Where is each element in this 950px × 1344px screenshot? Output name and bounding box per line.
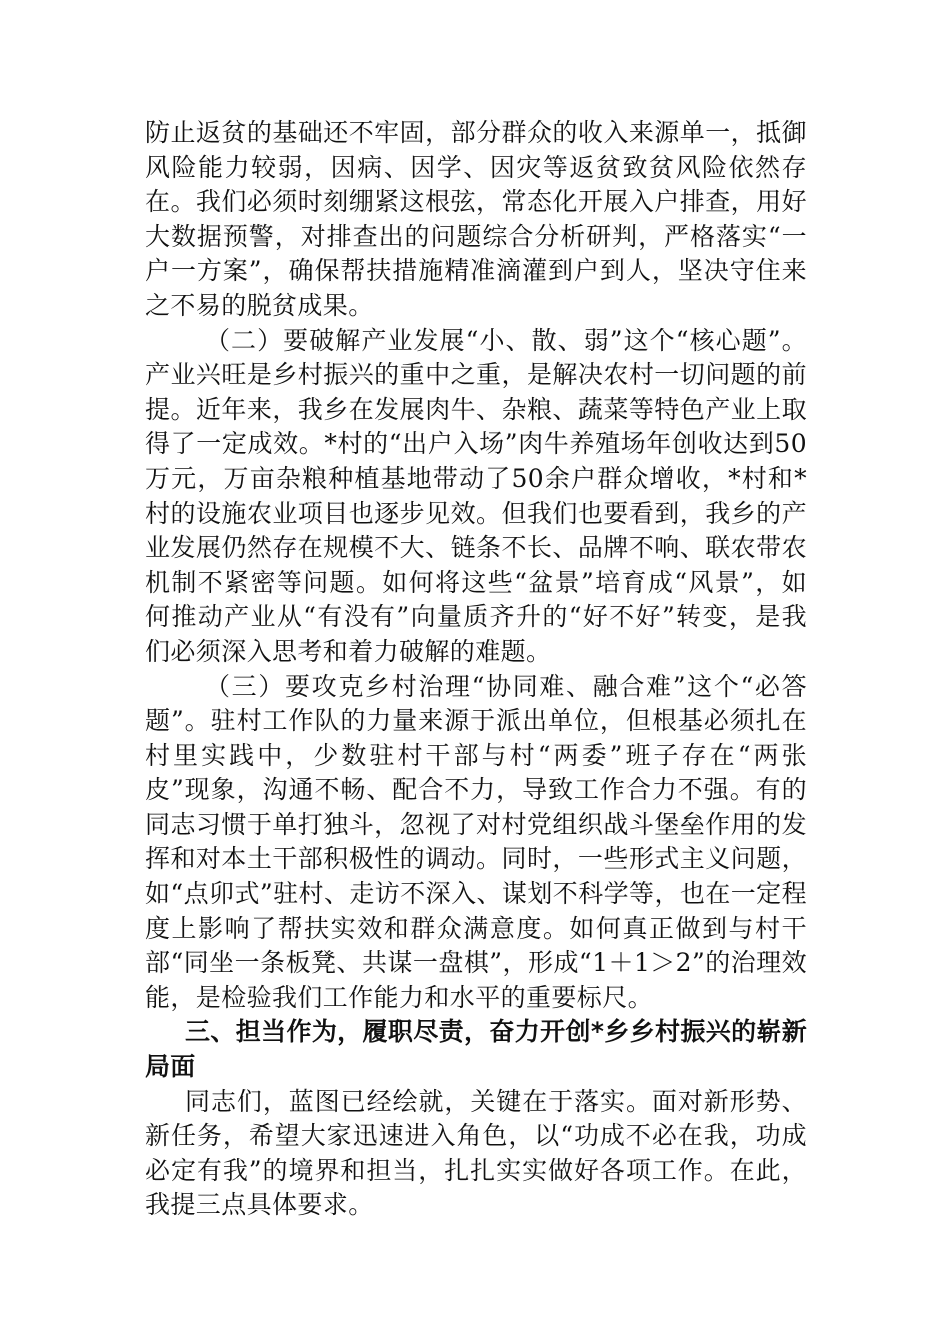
paragraph-requirements-intro: 同志们，蓝图已经绘就，关键在于落实。面对新形势、新任务，希望大家迅速进入角色，以“功成不必在我，功成必定有我”的境界和担当，扎扎实实做好各项工作。在此，我提三点具体要求。 — [145, 1086, 807, 1220]
document-body — [145, 116, 807, 1223]
paragraph-poverty-prevention: 防止返贫的基础还不牢固，部分群众的收入来源单一，抵御风险能力较弱，因病、因学、因灾等返贫致贫风险依然存在。我们必须时刻绷紧这根弦，常态化开展入户排查，用好大数据预警，对排查出的问题综合分析研判，严格落实“一户一方案”，确保帮扶措施精准滴灌到户到人，坚决守住来之不易的脱贫成果。 — [145, 118, 807, 320]
section-heading-three: 三、担当作为，履职尽责，奋力开创*乡乡村振兴的崭新局面 — [145, 1017, 807, 1082]
paragraph-industry-development: （二）要破解产业发展“小、散、弱”这个“核心题”。产业兴旺是乡村振兴的重中之重，是解决农村一切问题的前提。近年来，我乡在发展肉牛、杂粮、蔬菜等特色产业上取得了一定成效。*村的“出户入场”肉牛养殖场年创收达到50万元，万亩杂粮种植基地带动了50余户群众增收，*村和*村的设施农业项目也逐步见效。但我们也要看到，我乡的产业发展仍然存在规模不大、链条不长、品牌不响、联农带农机制不紧密等问题。如何将这些“盆景”培育成“风景”，如何推动产业从“有没有”向量质齐升的“好不好”转变，是我们必须深入思考和着力破解的难题。 — [145, 325, 807, 666]
paragraph-rural-governance: （三）要攻克乡村治理“协同难、融合难”这个“必答题”。驻村工作队的力量来源于派出单位，但根基必须扎在村里实践中，少数驻村干部与村“两委”班子存在“两张皮”现象，沟通不畅、配合不力，导致工作合力不强。有的同志习惯于单打独斗，忽视了对村党组织战斗堡垒作用的发挥和对本土干部积极性的调动。同时，一些形式主义问题，如“点卯式”驻村、走访不深入、谋划不科学等，也在一定程度上影响了帮扶实效和群众满意度。如何真正做到与村干部“同坐一条板凳、共谋一盘棋”，形成“1＋1＞2”的治理效能，是检验我们工作能力和水平的重要标尺。 — [145, 671, 807, 1012]
